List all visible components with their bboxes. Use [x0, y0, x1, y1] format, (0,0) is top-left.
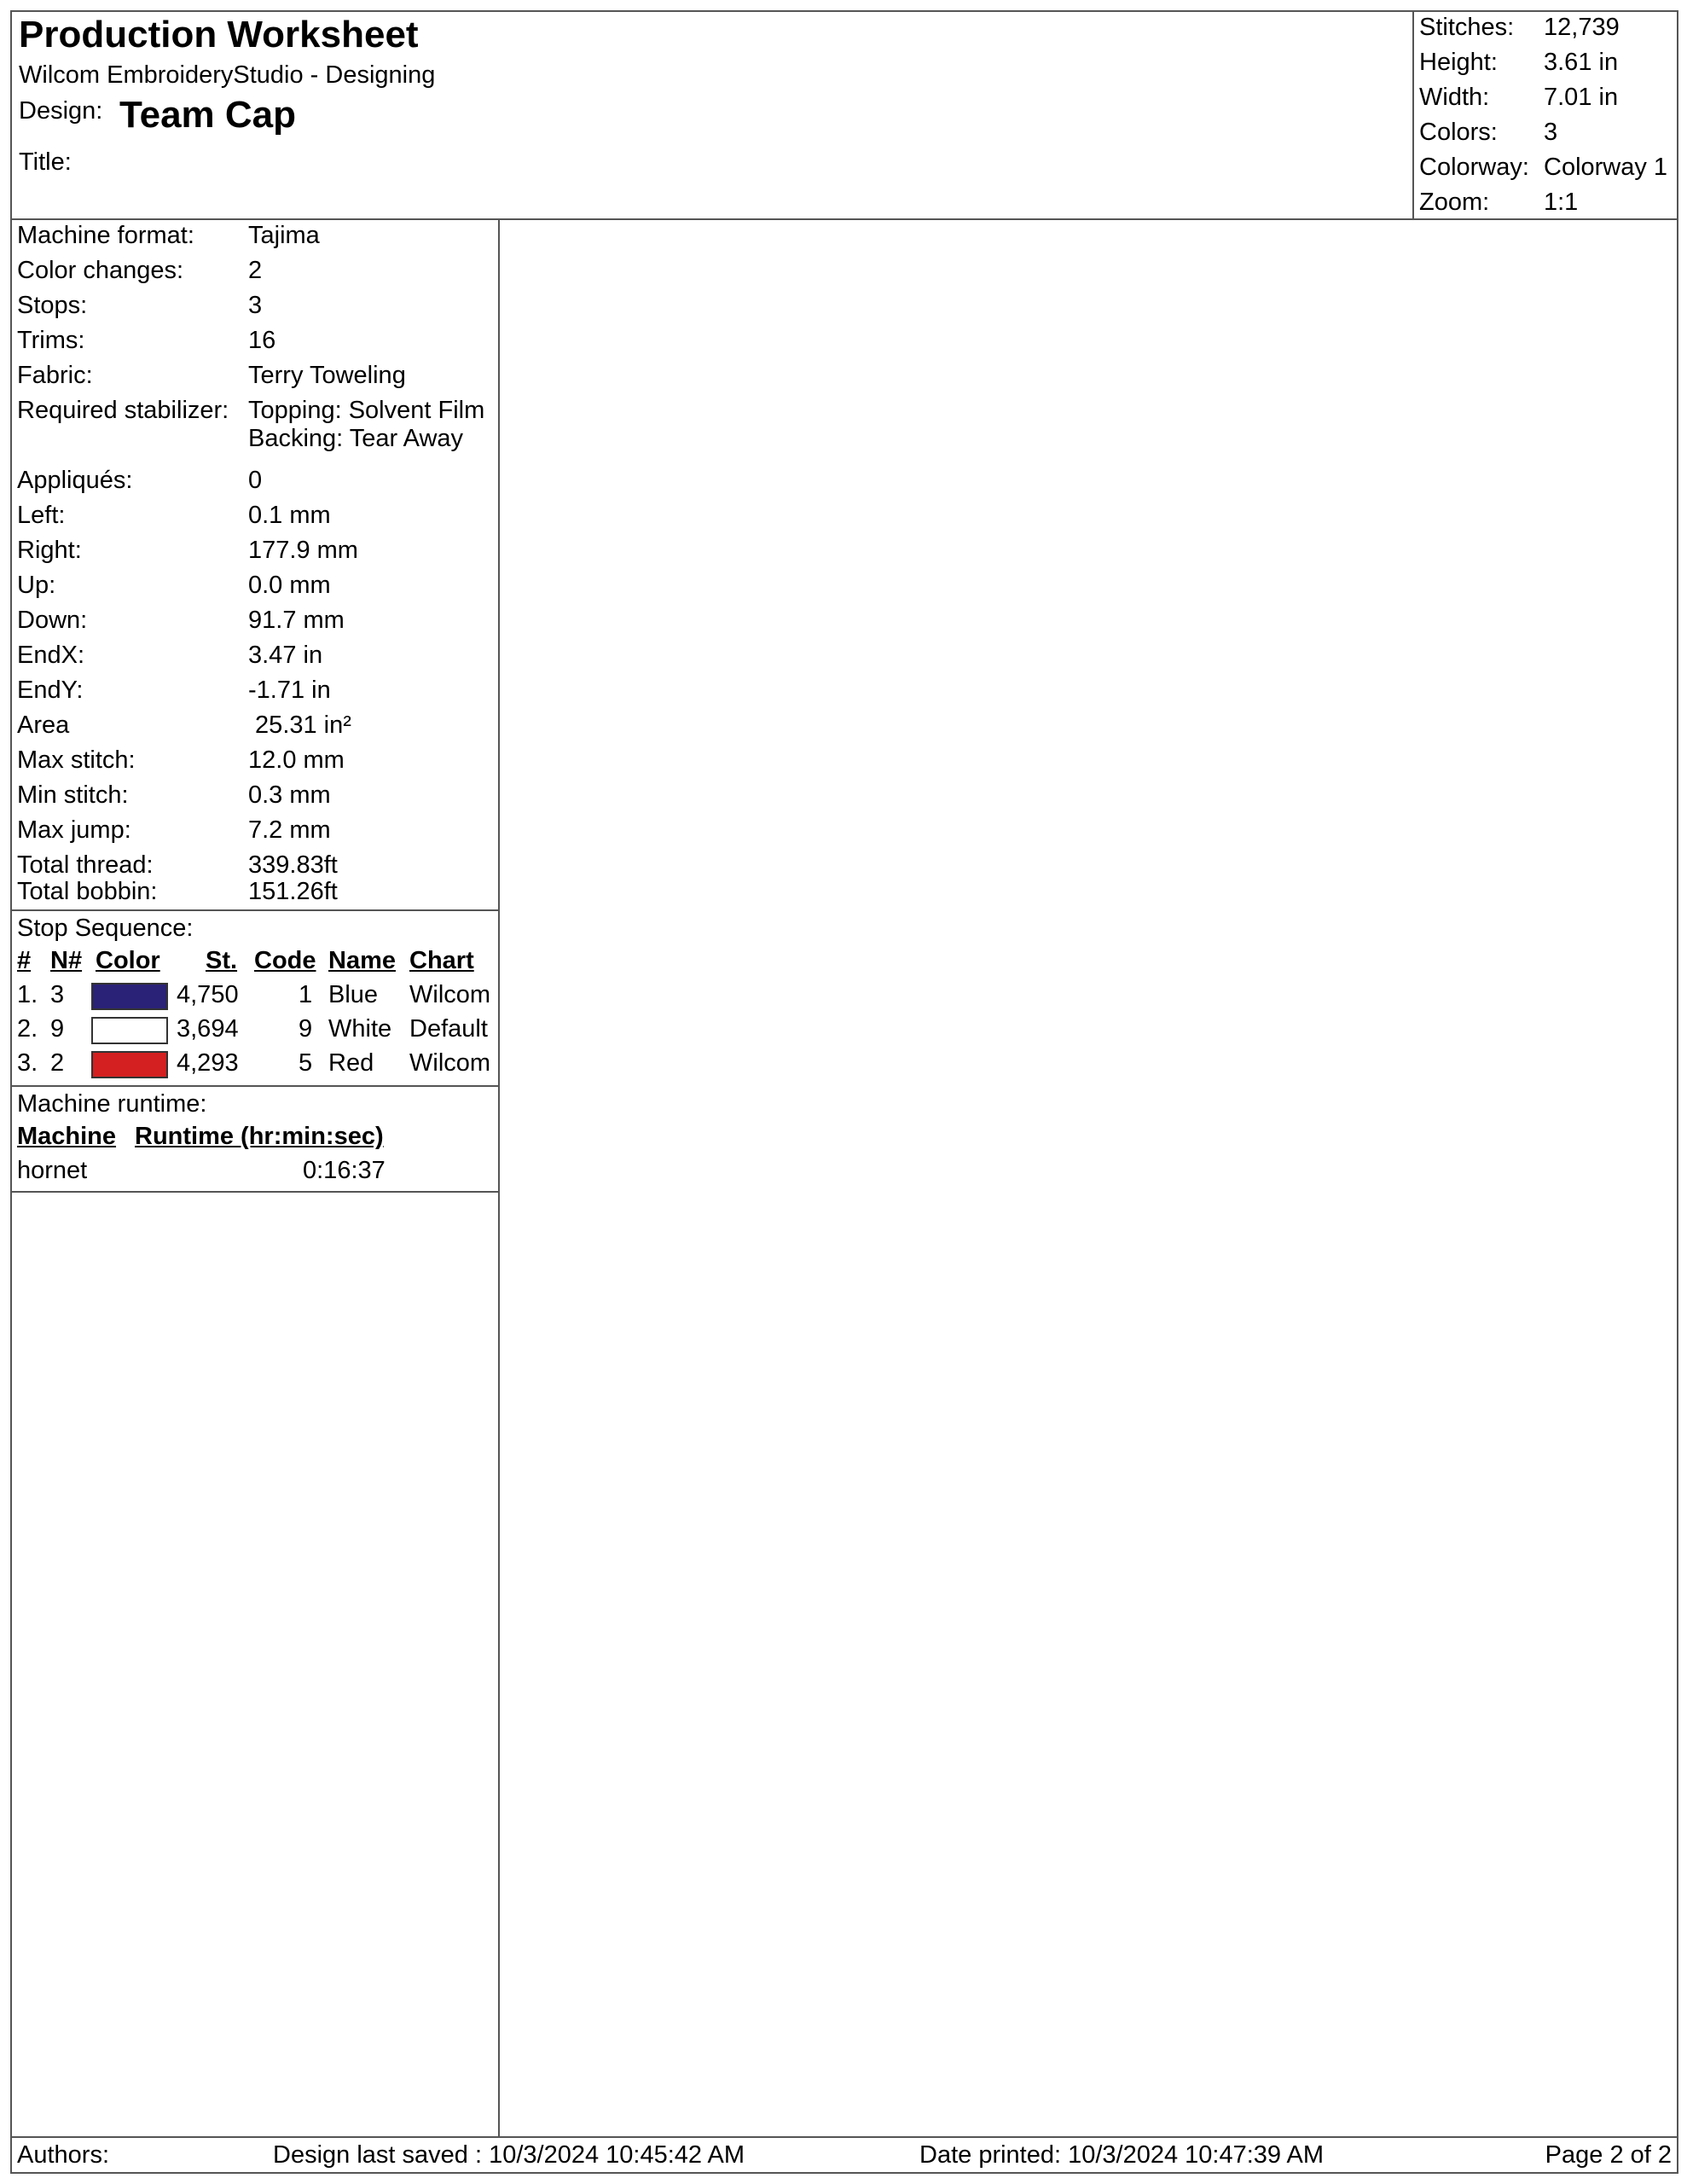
- col-header-number: #: [17, 947, 32, 974]
- stop-stitches: 4,293: [177, 1049, 239, 1077]
- title-label: Title:: [19, 148, 72, 176]
- stop-needle: 3: [50, 981, 65, 1008]
- runtime-value: 0:16:37: [303, 1157, 386, 1184]
- footer-page-number: Page 2 of 2: [1545, 2141, 1672, 2169]
- prop-label: Left:: [17, 502, 66, 529]
- prop-value: 0.1 mm: [248, 502, 331, 529]
- runtime-title: Machine runtime:: [17, 1090, 207, 1118]
- prop-value: 339.83ft: [248, 851, 338, 879]
- summary-value: 3: [1544, 119, 1558, 146]
- details-column: [12, 220, 500, 2136]
- color-swatch: [91, 1051, 168, 1078]
- prop-label: Total thread:: [17, 851, 154, 879]
- prop-value: 2: [248, 257, 263, 284]
- col-header-stitches: St.: [206, 947, 238, 974]
- design-properties: [12, 220, 498, 911]
- summary-height: [1414, 49, 1678, 84]
- prop-value: 0: [248, 467, 263, 494]
- summary-label: Stitches:: [1419, 14, 1515, 41]
- footer-authors: Authors:: [17, 2141, 109, 2169]
- prop-label: Max jump:: [17, 816, 131, 844]
- prop-value: Topping: Solvent Film: [248, 397, 485, 424]
- summary-value: 3.61 in: [1544, 49, 1619, 76]
- prop-label: EndX:: [17, 642, 84, 669]
- prop-value: 7.2 mm: [248, 816, 331, 844]
- col-header-chart: Chart: [409, 947, 474, 974]
- summary-panel: [1412, 12, 1677, 218]
- stop-chart: Wilcom: [409, 981, 491, 1008]
- summary-value: Colorway 1: [1544, 154, 1668, 181]
- worksheet-frame: [10, 10, 1678, 2174]
- prop-value: 3.47 in: [248, 642, 323, 669]
- summary-label: Colorway:: [1419, 154, 1529, 181]
- prop-label: Down:: [17, 607, 88, 634]
- summary-colorway: [1414, 154, 1678, 189]
- stop-color-name: White: [328, 1015, 392, 1043]
- stop-color-name: Red: [328, 1049, 374, 1077]
- prop-value: -1.71 in: [248, 677, 331, 704]
- prop-label: Color changes:: [17, 257, 184, 284]
- stop-needle: 2: [50, 1049, 65, 1077]
- col-header-name: Name: [328, 947, 396, 974]
- summary-value: 7.01 in: [1544, 84, 1619, 111]
- stop-number: 3.: [17, 1049, 38, 1077]
- prop-value: 151.26ft: [248, 878, 338, 905]
- stop-chart: Wilcom: [409, 1049, 491, 1077]
- stop-needle: 9: [50, 1015, 65, 1043]
- summary-colors: [1414, 119, 1678, 154]
- prop-label: Trims:: [17, 327, 85, 354]
- machine-runtime: [12, 1089, 498, 1193]
- footer-last-saved: Design last saved : 10/3/2024 10:45:42 AM: [273, 2141, 745, 2169]
- stop-color-name: Blue: [328, 981, 379, 1008]
- design-label: Design:: [19, 97, 103, 125]
- prop-label: Fabric:: [17, 362, 93, 389]
- stop-number: 1.: [17, 981, 38, 1008]
- prop-label: Max stitch:: [17, 746, 136, 774]
- stop-number: 2.: [17, 1015, 38, 1043]
- prop-value: 91.7 mm: [248, 607, 345, 634]
- color-swatch: [91, 1017, 168, 1044]
- col-header-color: Color: [96, 947, 160, 974]
- summary-label: Colors:: [1419, 119, 1498, 146]
- summary-width: [1414, 84, 1678, 119]
- stop-chart: Default: [409, 1015, 488, 1043]
- summary-stitches: [1414, 14, 1678, 49]
- stop-code: 9: [299, 1015, 313, 1043]
- document-title: Production Worksheet: [19, 14, 419, 55]
- machine-name: hornet: [17, 1157, 88, 1184]
- prop-value: 16: [248, 327, 276, 354]
- prop-value-second-line: Backing: Tear Away: [248, 425, 464, 452]
- summary-value: 12,739: [1544, 14, 1620, 41]
- stop-row: [12, 981, 498, 1015]
- stop-sequence-title: Stop Sequence:: [17, 915, 194, 942]
- summary-label: Zoom:: [1419, 189, 1490, 216]
- stop-stitches: 4,750: [177, 981, 239, 1008]
- prop-value: 25.31 in²: [248, 712, 351, 739]
- prop-label: Stops:: [17, 292, 88, 319]
- prop-value: Tajima: [248, 222, 320, 249]
- footer: [12, 2136, 1677, 2172]
- stop-row: [12, 1015, 498, 1049]
- col-header-code: Code: [254, 947, 316, 974]
- stop-row: [12, 1049, 498, 1083]
- prop-value: 177.9 mm: [248, 537, 358, 564]
- summary-label: Height:: [1419, 49, 1498, 76]
- prop-label: Appliqués:: [17, 467, 133, 494]
- prop-label: Machine format:: [17, 222, 194, 249]
- summary-value: 1:1: [1544, 189, 1579, 216]
- col-header-needle: N#: [50, 947, 83, 974]
- summary-label: Width:: [1419, 84, 1490, 111]
- stop-stitches: 3,694: [177, 1015, 239, 1043]
- col-header-runtime: Runtime (hr:min:sec): [135, 1123, 384, 1150]
- prop-value: Terry Toweling: [248, 362, 406, 389]
- prop-label: Area: [17, 712, 70, 739]
- header: [12, 12, 1677, 220]
- footer-date-printed: Date printed: 10/3/2024 10:47:39 AM: [919, 2141, 1325, 2169]
- prop-label: Min stitch:: [17, 781, 129, 809]
- stop-code: 5: [299, 1049, 313, 1077]
- prop-value: 3: [248, 292, 263, 319]
- stop-code: 1: [299, 981, 313, 1008]
- prop-label: EndY:: [17, 677, 84, 704]
- prop-value: 0.0 mm: [248, 572, 331, 599]
- prop-label: Total bobbin:: [17, 878, 158, 905]
- prop-label: Right:: [17, 537, 82, 564]
- runtime-row: [12, 1157, 498, 1191]
- prop-value: 12.0 mm: [248, 746, 345, 774]
- color-swatch: [91, 983, 168, 1010]
- prop-value: 0.3 mm: [248, 781, 331, 809]
- prop-label: Up:: [17, 572, 56, 599]
- summary-zoom: [1414, 189, 1678, 224]
- col-header-machine: Machine: [17, 1123, 117, 1150]
- application-name: Wilcom EmbroideryStudio - Designing: [19, 61, 436, 89]
- prop-label: Required stabilizer:: [17, 397, 229, 424]
- design-name: Team Cap: [119, 94, 297, 136]
- stop-sequence: [12, 913, 498, 1087]
